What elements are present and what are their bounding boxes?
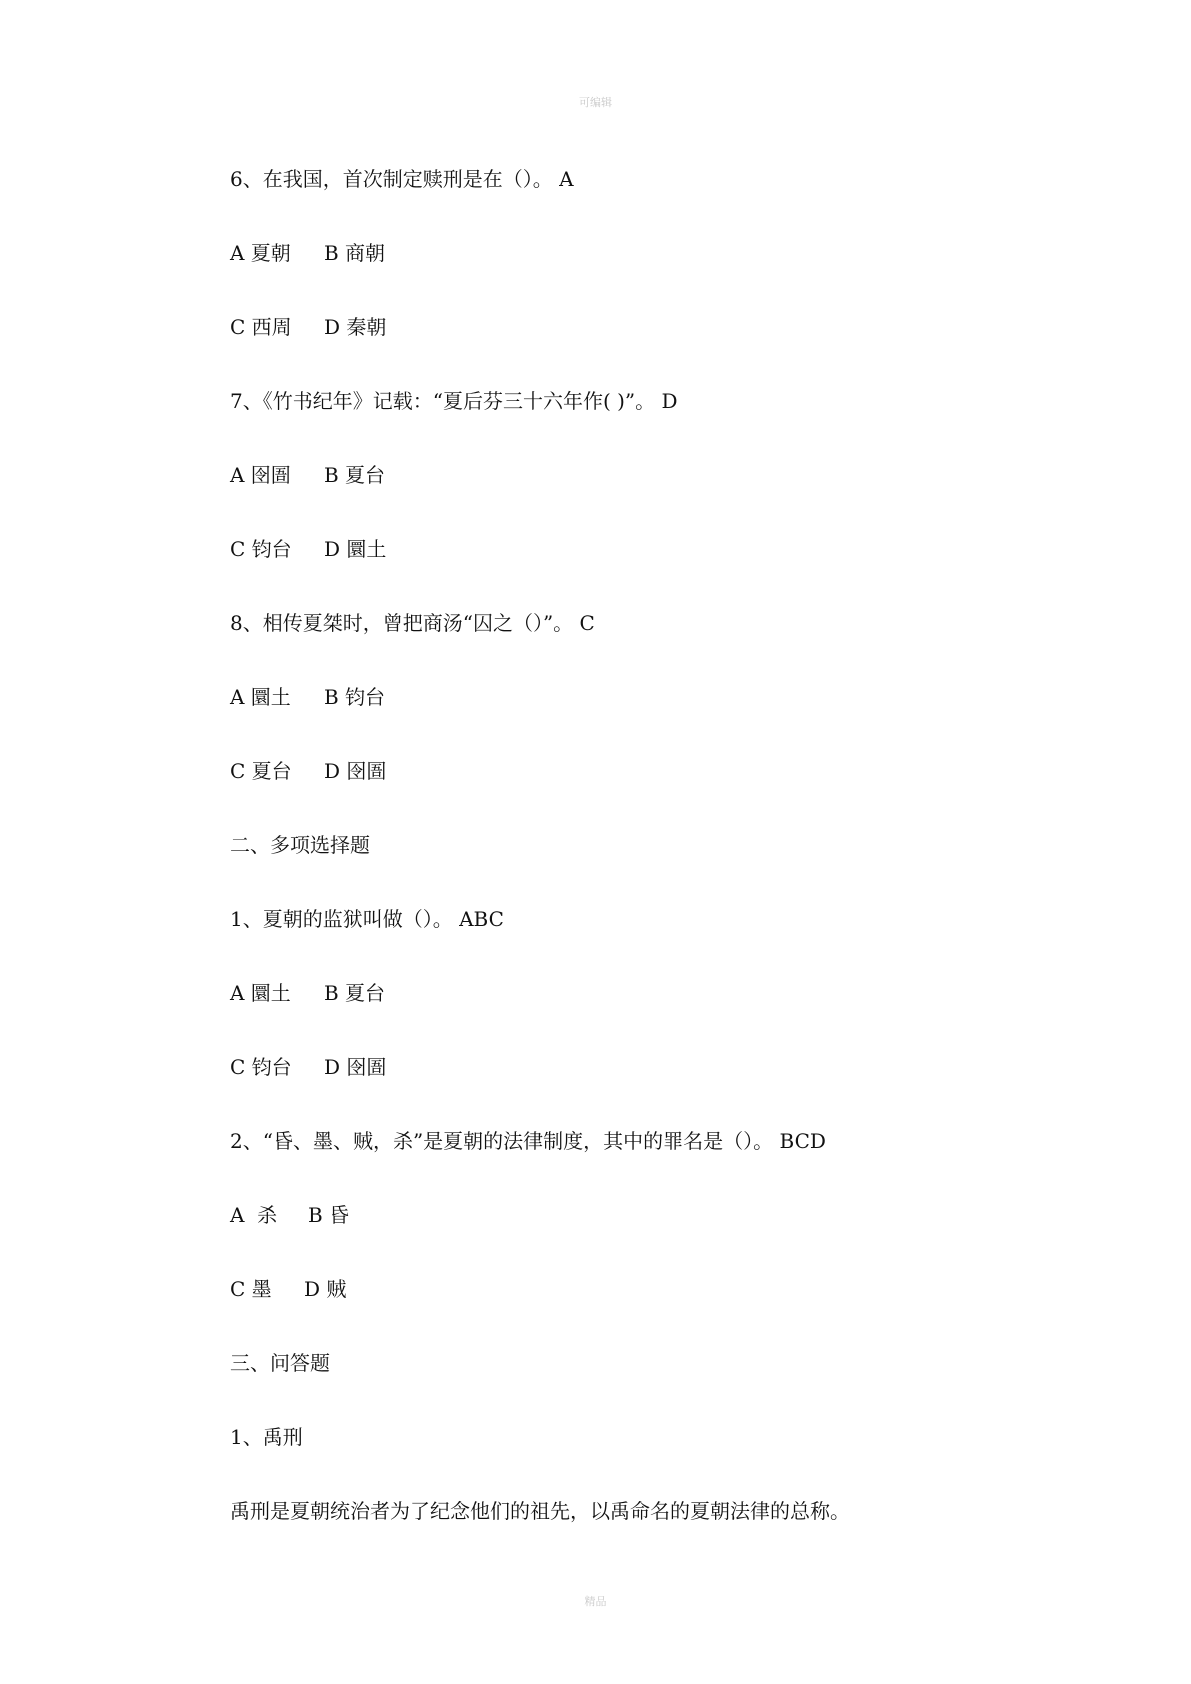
short-answer-question-1: 1、禹刑 bbox=[230, 1425, 303, 1449]
question-8-options-ab bbox=[230, 680, 1130, 754]
option-c: C 西周 bbox=[230, 315, 292, 339]
multi-question-1-options-cd bbox=[230, 1050, 1130, 1124]
option-b: B 商朝 bbox=[324, 241, 386, 265]
option-c: C 钧台 bbox=[230, 1055, 292, 1079]
question-6: 6、在我国，首次制定赎刑是在（）。 A bbox=[230, 167, 574, 191]
option-a: A 圜土 bbox=[230, 981, 291, 1005]
option-c: C 钧台 bbox=[230, 537, 292, 561]
question-6-options-cd bbox=[230, 310, 1130, 384]
question-7-options-cd bbox=[230, 532, 1130, 606]
option-a: A 夏朝 bbox=[230, 241, 291, 265]
question-7-options-ab bbox=[230, 458, 1130, 532]
option-c: C 墨 bbox=[230, 1277, 272, 1301]
multi-question-2: 2、“昏、墨、贼，杀”是夏朝的法律制度，其中的罪名是（）。 BCD bbox=[230, 1129, 826, 1153]
section-heading-short-answer: 三、问答题 bbox=[230, 1351, 330, 1375]
multi-question-2-options-cd bbox=[230, 1272, 1130, 1346]
option-b: B 夏台 bbox=[324, 981, 386, 1005]
option-c: C 夏台 bbox=[230, 759, 292, 783]
short-answer-1-answer: 禹刑是夏朝统治者为了纪念他们的祖先，以禹命名的夏朝法律的总称。 bbox=[230, 1499, 850, 1523]
option-d: D 囹圄 bbox=[324, 1055, 387, 1079]
option-d: D 秦朝 bbox=[324, 315, 387, 339]
multi-question-2-options-ab bbox=[230, 1198, 1130, 1272]
option-b: B 昏 bbox=[308, 1203, 350, 1227]
document-body bbox=[230, 162, 1130, 1568]
option-d: D 囹圄 bbox=[324, 759, 387, 783]
question-8-options-cd bbox=[230, 754, 1130, 828]
option-b: B 钧台 bbox=[324, 685, 386, 709]
question-6-options-ab bbox=[230, 236, 1130, 310]
option-a: A 囹圄 bbox=[230, 463, 291, 487]
option-a: A 杀 bbox=[230, 1203, 278, 1227]
page-footer: 精品 bbox=[584, 1595, 607, 1608]
page-header: 可编辑 bbox=[579, 96, 612, 109]
question-7: 7、《竹书纪年》记载：“夏后芬三十六年作( )”。 D bbox=[230, 389, 678, 413]
option-d: D 圜土 bbox=[324, 537, 387, 561]
option-a: A 圜土 bbox=[230, 685, 291, 709]
question-8: 8、相传夏桀时，曾把商汤“囚之（）”。 C bbox=[230, 611, 595, 635]
multi-question-1-options-ab bbox=[230, 976, 1130, 1050]
option-d: D 贼 bbox=[304, 1277, 347, 1301]
option-b: B 夏台 bbox=[324, 463, 386, 487]
multi-question-1: 1、夏朝的监狱叫做（）。 ABC bbox=[230, 907, 504, 931]
section-heading-multiple-choice: 二、多项选择题 bbox=[230, 833, 370, 857]
